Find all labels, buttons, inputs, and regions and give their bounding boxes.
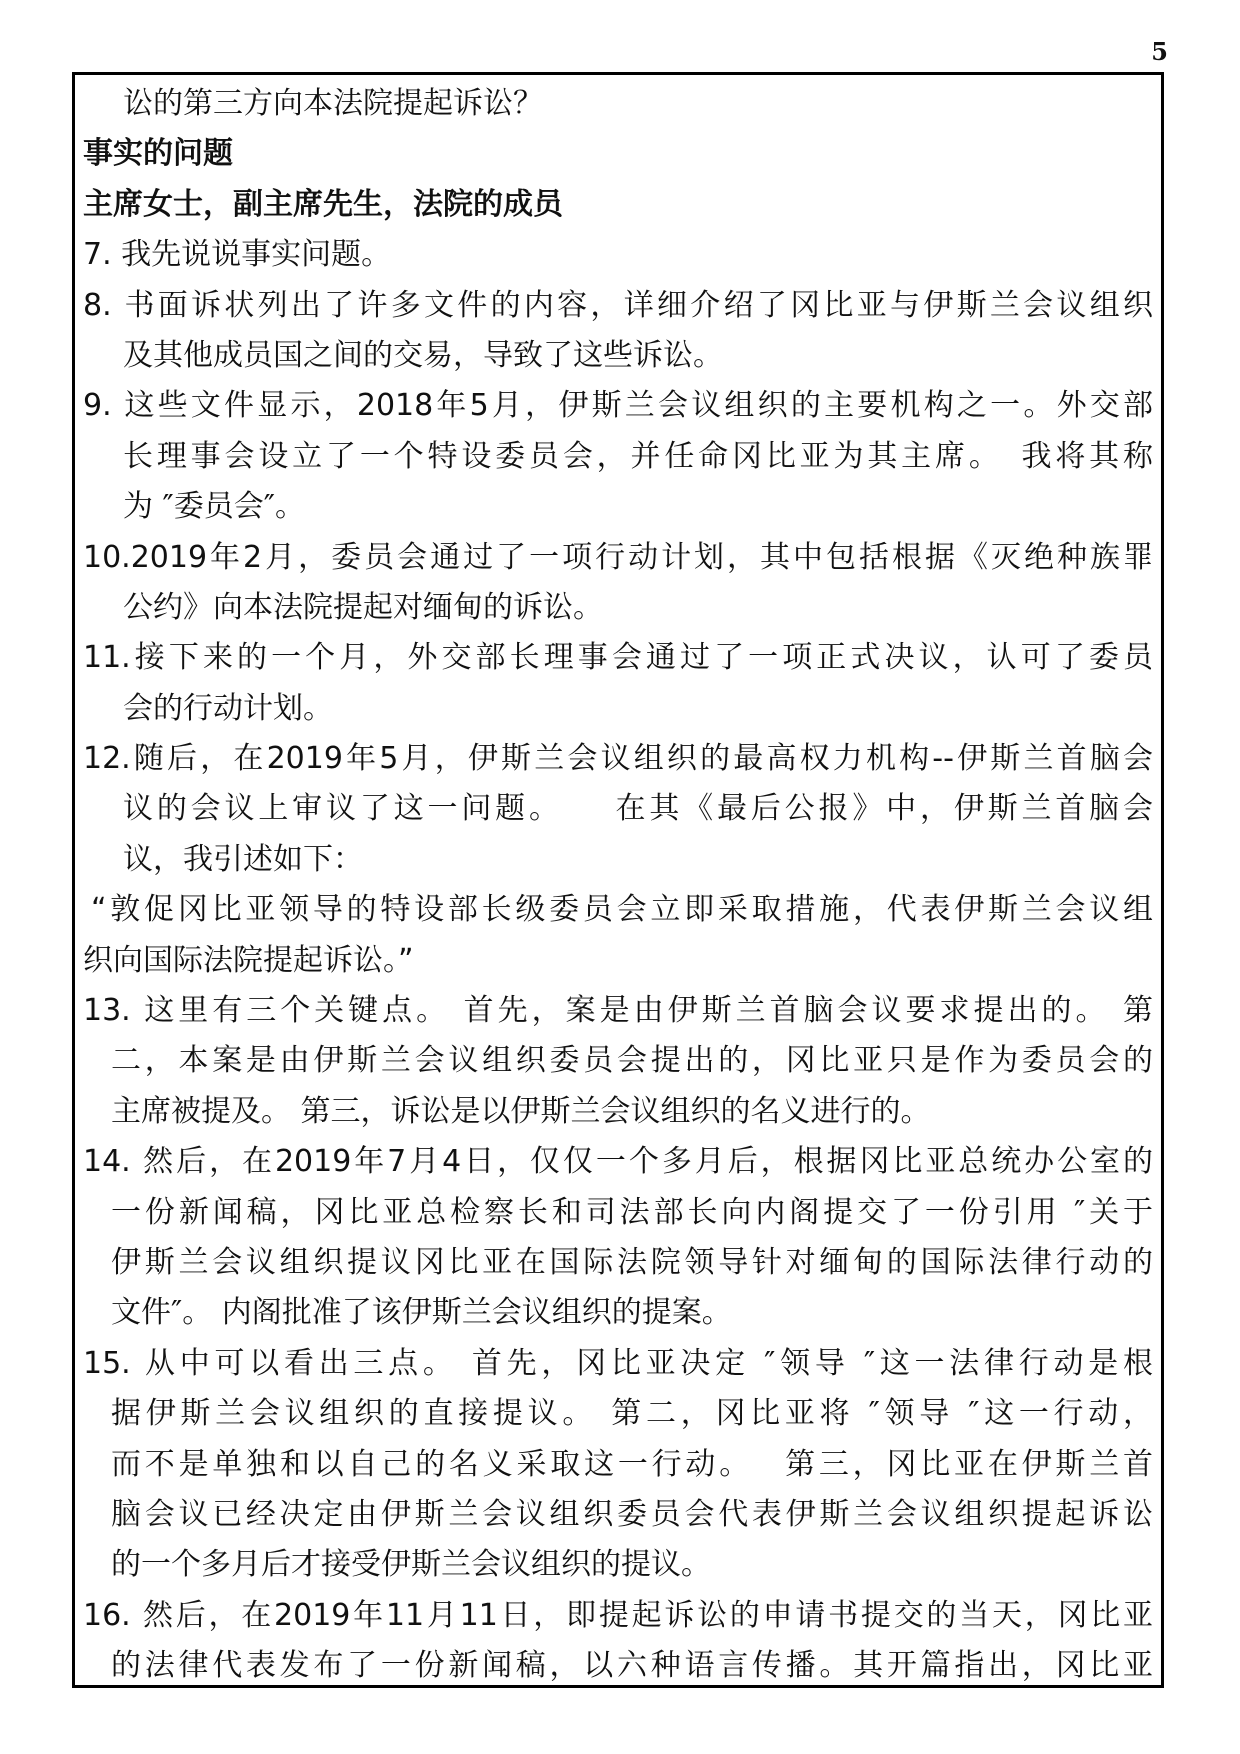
text-line: 一份新闻稿，冈比亚总检察长和司法部长向内阁提交了一份引用 ″关于 <box>111 1194 1153 1230</box>
text-line: 公约》向本法院提起对缅甸的诉讼。 <box>123 589 603 625</box>
text-line: 的一个多月后才接受伊斯兰会议组织的提议。 <box>111 1547 711 1583</box>
text-line: 14. 然后，在2019年7月4日，仅仅一个多月后，根据冈比亚总统办公室的 <box>83 1144 1153 1180</box>
text-line: 11.接下来的一个月，外交部长理事会通过了一项正式决议，认可了委员 <box>83 640 1153 676</box>
text-line: 织向国际法院提起诉讼。” <box>83 942 414 978</box>
text-line: 为 ″委员会″。 <box>123 489 305 525</box>
text-line: 据伊斯兰会议组织的直接提议。 第二，冈比亚将 ″领导 ″这一行动， <box>111 1396 1153 1432</box>
text-line: 议，我引述如下： <box>123 841 363 877</box>
text-line: 文件″。 内阁批准了该伊斯兰会议组织的提案。 <box>111 1295 732 1331</box>
text-line: 而不是单独和以自己的名义采取这一行动。 第三，冈比亚在伊斯兰首 <box>111 1446 1153 1482</box>
text-line: 10.2019年2月，委员会通过了一项行动计划，其中包括根据《灭绝种族罪 <box>83 539 1153 575</box>
text-line: 脑会议已经决定由伊斯兰会议组织委员会代表伊斯兰会议组织提起诉讼 <box>111 1496 1153 1532</box>
text-line: 讼的第三方向本法院提起诉讼？ <box>123 86 543 121</box>
text-line: 8. 书面诉状列出了许多文件的内容，详细介绍了冈比亚与伊斯兰会议组织 <box>83 287 1153 323</box>
section-heading: 事实的问题 <box>83 136 233 172</box>
text-line: 主席被提及。 第三，诉讼是以伊斯兰会议组织的名义进行的。 <box>111 1093 931 1129</box>
page-number: 5 <box>1151 37 1168 66</box>
text-line: 9. 这些文件显示，2018年5月，伊斯兰会议组织的主要机构之一。外交部 <box>83 388 1153 424</box>
text-line: 16. 然后，在2019年11月11日，即提起诉讼的申请书提交的当天，冈比亚 <box>83 1597 1153 1633</box>
text-line: 二，本案是由伊斯兰会议组织委员会提出的，冈比亚只是作为委员会的 <box>111 1043 1153 1079</box>
text-line: 长理事会设立了一个特设委员会，并任命冈比亚为其主席。 我将其称 <box>123 438 1153 474</box>
document-frame <box>72 72 1164 1688</box>
text-line: 15. 从中可以看出三点。 首先，冈比亚决定 ″领导 ″这一法律行动是根 <box>83 1345 1153 1381</box>
text-line: 7. 我先说说事实问题。 <box>83 237 392 273</box>
text-line: 议的会议上审议了这一问题。 在其《最后公报》中，伊斯兰首脑会 <box>123 791 1153 827</box>
text-line: 会的行动计划。 <box>123 690 333 726</box>
text-line: 12.随后，在2019年5月，伊斯兰会议组织的最高权力机构--伊斯兰首脑会 <box>83 741 1153 777</box>
text-line: 及其他成员国之间的交易，导致了这些诉讼。 <box>123 337 723 373</box>
text-line: 伊斯兰会议组织提议冈比亚在国际法院领导针对缅甸的国际法律行动的 <box>111 1244 1153 1280</box>
section-heading: 主席女士，副主席先生，法院的成员 <box>83 186 563 222</box>
text-line: 13. 这里有三个关键点。 首先，案是由伊斯兰首脑会议要求提出的。 第 <box>83 993 1153 1029</box>
text-line: 的法律代表发布了一份新闻稿，以六种语言传播。其开篇指出，冈比亚 <box>111 1648 1153 1684</box>
text-line: “敦促冈比亚领导的特设部长级委员会立即采取措施，代表伊斯兰会议组 <box>91 892 1153 928</box>
